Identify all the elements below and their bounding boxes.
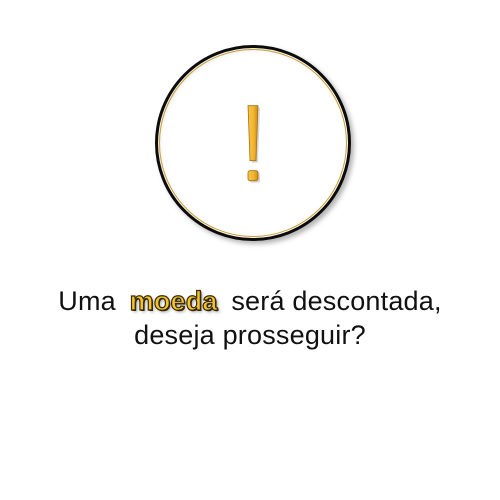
exclamation-icon [241,103,265,187]
warning-circle [155,45,351,241]
message-text-before: Uma [58,286,116,316]
message-line-2: deseja prosseguir? [134,320,366,350]
message-line-1 [0,284,500,318]
highlighted-word: moeda [129,286,218,316]
message-text-after: será descontada, [231,286,442,316]
confirmation-message [0,284,500,352]
